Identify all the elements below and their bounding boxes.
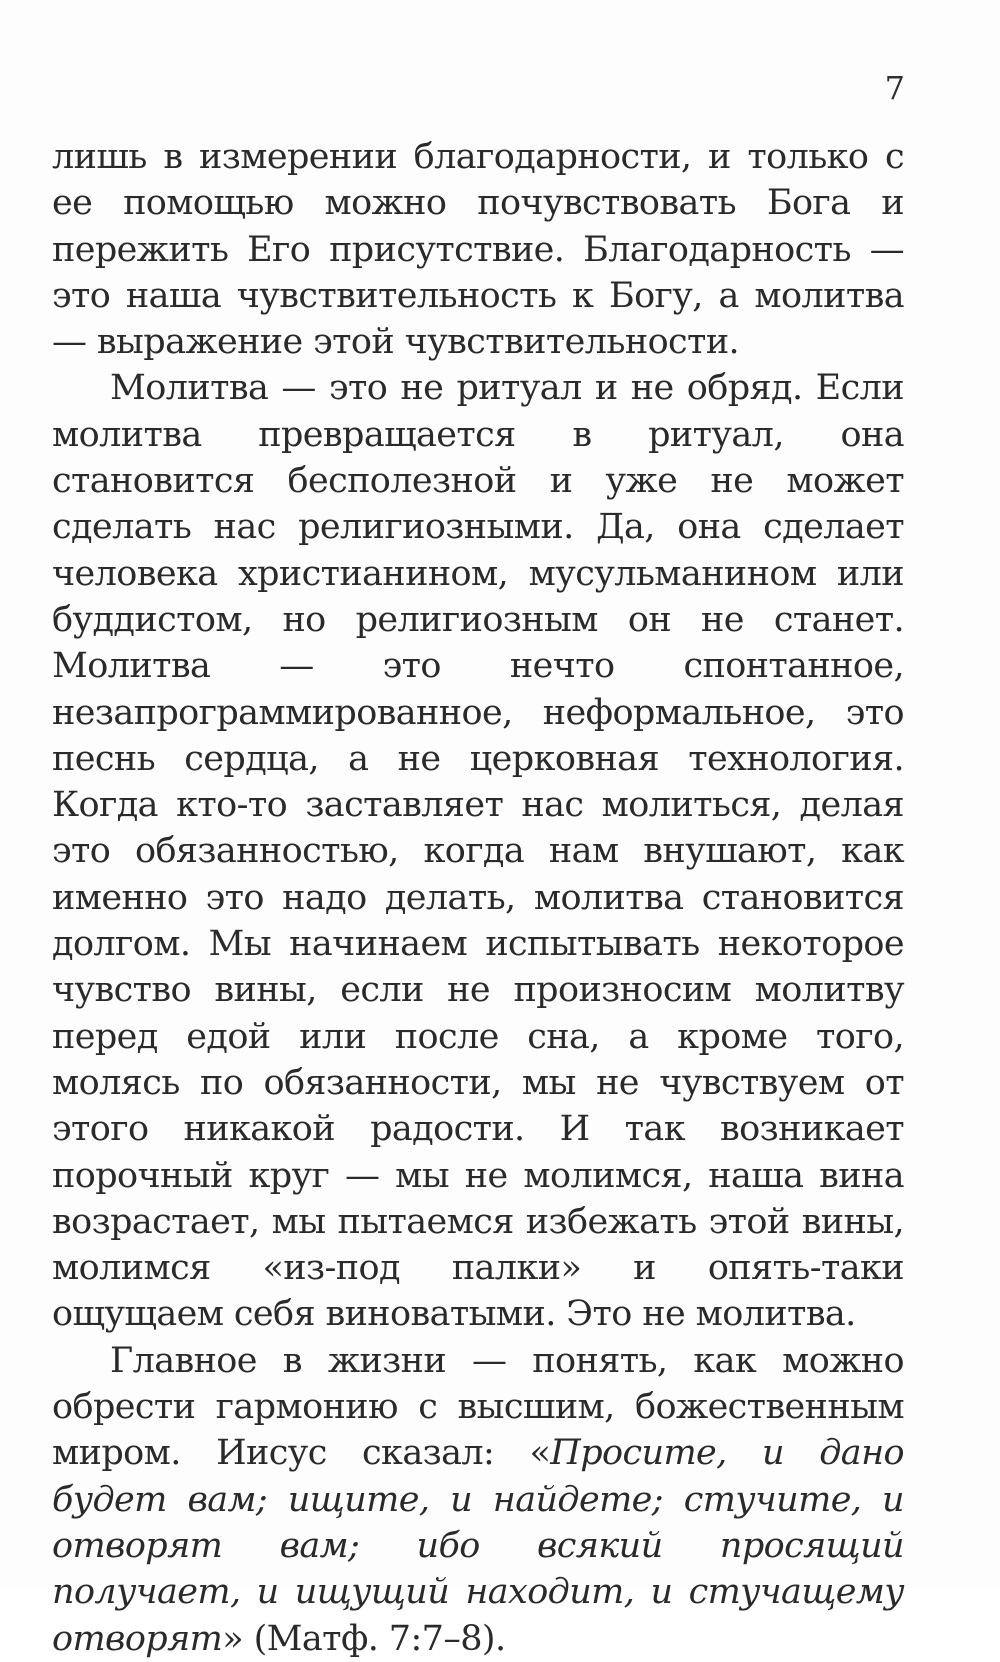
paragraph-2: Молитва — это не ритуал и не обряд. Если молитва превращается в ритуал, она становится бесполезной и уже не может сделать нас религиозными. Да, она сделает человека христианином, мусульманином или буддистом, но религиозным он не станет. Молитва — это нечто спонтанное, незапрограммированное, неформальное, это песнь сердца, а не церковная технология. Когда кто-то заставляет нас молиться, делая это обязанностью, когда нам внушают, как именно это надо делать, молитва становится долгом. Мы начинаем испытывать некоторое чувство вины, если не произносим молитву перед едой или после сна, а кроме того, молясь по обязанности, мы не чувствуем от этого никакой радости. И так возникает порочный круг — мы не молимся, наша вина возрастает, мы пытаемся избежать этой вины, молимся «из-под палки» и опять-таки ощущаем себя виноватыми. Это не молитва. — [52, 368, 904, 1335]
paragraph-3-reference: » (Матф. 7:7–8). — [222, 1618, 506, 1659]
bible-quote: Просите, и дано будет вам; ищите, и найдете; стучите, и отворят вам; ибо всякий просящий получает, и ищущий находит, и стучащему отворят — [52, 1433, 904, 1659]
page-number: 7 — [884, 69, 905, 107]
paragraph-1: лишь в измерении благодарности, и только с ее помощью можно почувствовать Бога и пережить Его присутствие. Благодарность — это наша чувствительность к Богу, а молитва — выражение этой чувствительности. — [52, 137, 904, 363]
paragraph-3 — [52, 1338, 904, 1662]
body-text — [52, 134, 904, 1662]
paragraph-3-intro: Главное в жизни — понять, как можно обрести гармонию с высшим, божественным миром. Иисус сказал: « — [52, 1340, 904, 1474]
